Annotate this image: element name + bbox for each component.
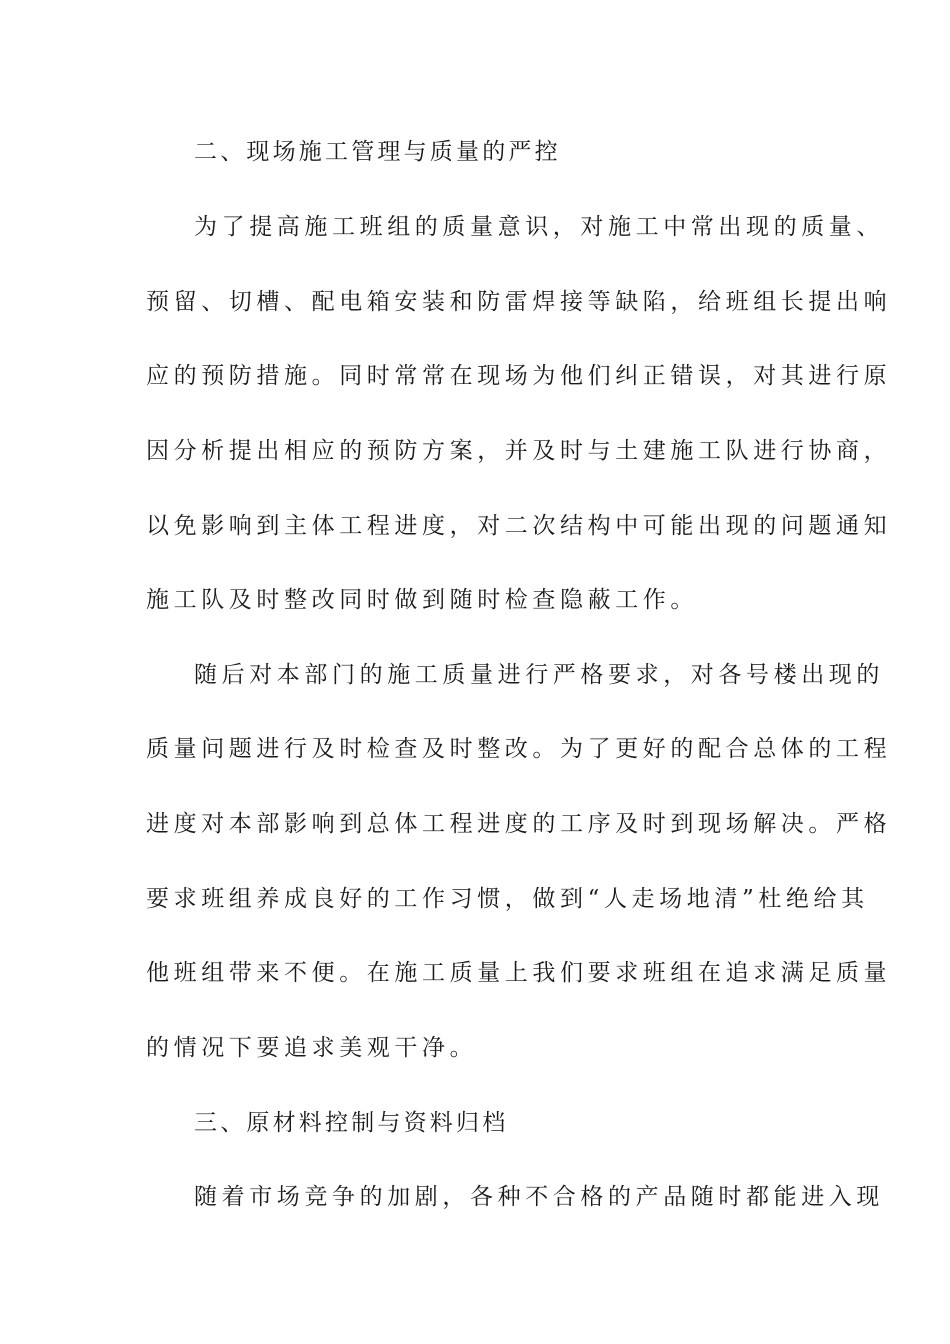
paragraph-line: 的情况下要追求美观干净。 xyxy=(146,1035,478,1061)
paragraph-line: 因分析提出相应的预防方案，并及时与土建施工队进行协商， xyxy=(146,438,892,464)
paragraph-line: 预留、切槽、配电箱安装和防雷焊接等缺陷，给班组长提出响 xyxy=(146,289,892,315)
paragraph-line: 随着市场竞争的加剧，各种不合格的产品随时都能进入现 xyxy=(194,1184,884,1210)
paragraph-line: 随后对本部门的施工质量进行严格要求，对各号楼出现的 xyxy=(194,662,884,688)
paragraph-line: 他班组带来不便。在施工质量上我们要求班组在追求满足质量 xyxy=(146,960,892,986)
paragraph-line: 质量问题进行及时检查及时整改。为了更好的配合总体的工程 xyxy=(146,736,892,762)
paragraph-line: 进度对本部影响到总体工程进度的工序及时到现场解决。严格 xyxy=(146,811,892,837)
paragraph-line: 施工队及时整改同时做到随时检查隐蔽工作。 xyxy=(146,587,698,613)
paragraph-line: 以免影响到主体工程进度，对二次结构中可能出现的问题通知 xyxy=(146,513,892,539)
section-heading-3: 三、原材料控制与资料归档 xyxy=(194,1110,509,1136)
paragraph-line: 要求班组养成良好的工作习惯，做到“人走场地清”杜绝给其 xyxy=(146,886,869,912)
paragraph-line: 为了提高施工班组的质量意识，对施工中常出现的质量、 xyxy=(194,214,884,240)
paragraph-line: 应的预防措施。同时常常在现场为他们纠正错误，对其进行原 xyxy=(146,363,892,389)
section-heading-2: 二、现场施工管理与质量的严控 xyxy=(194,139,561,165)
